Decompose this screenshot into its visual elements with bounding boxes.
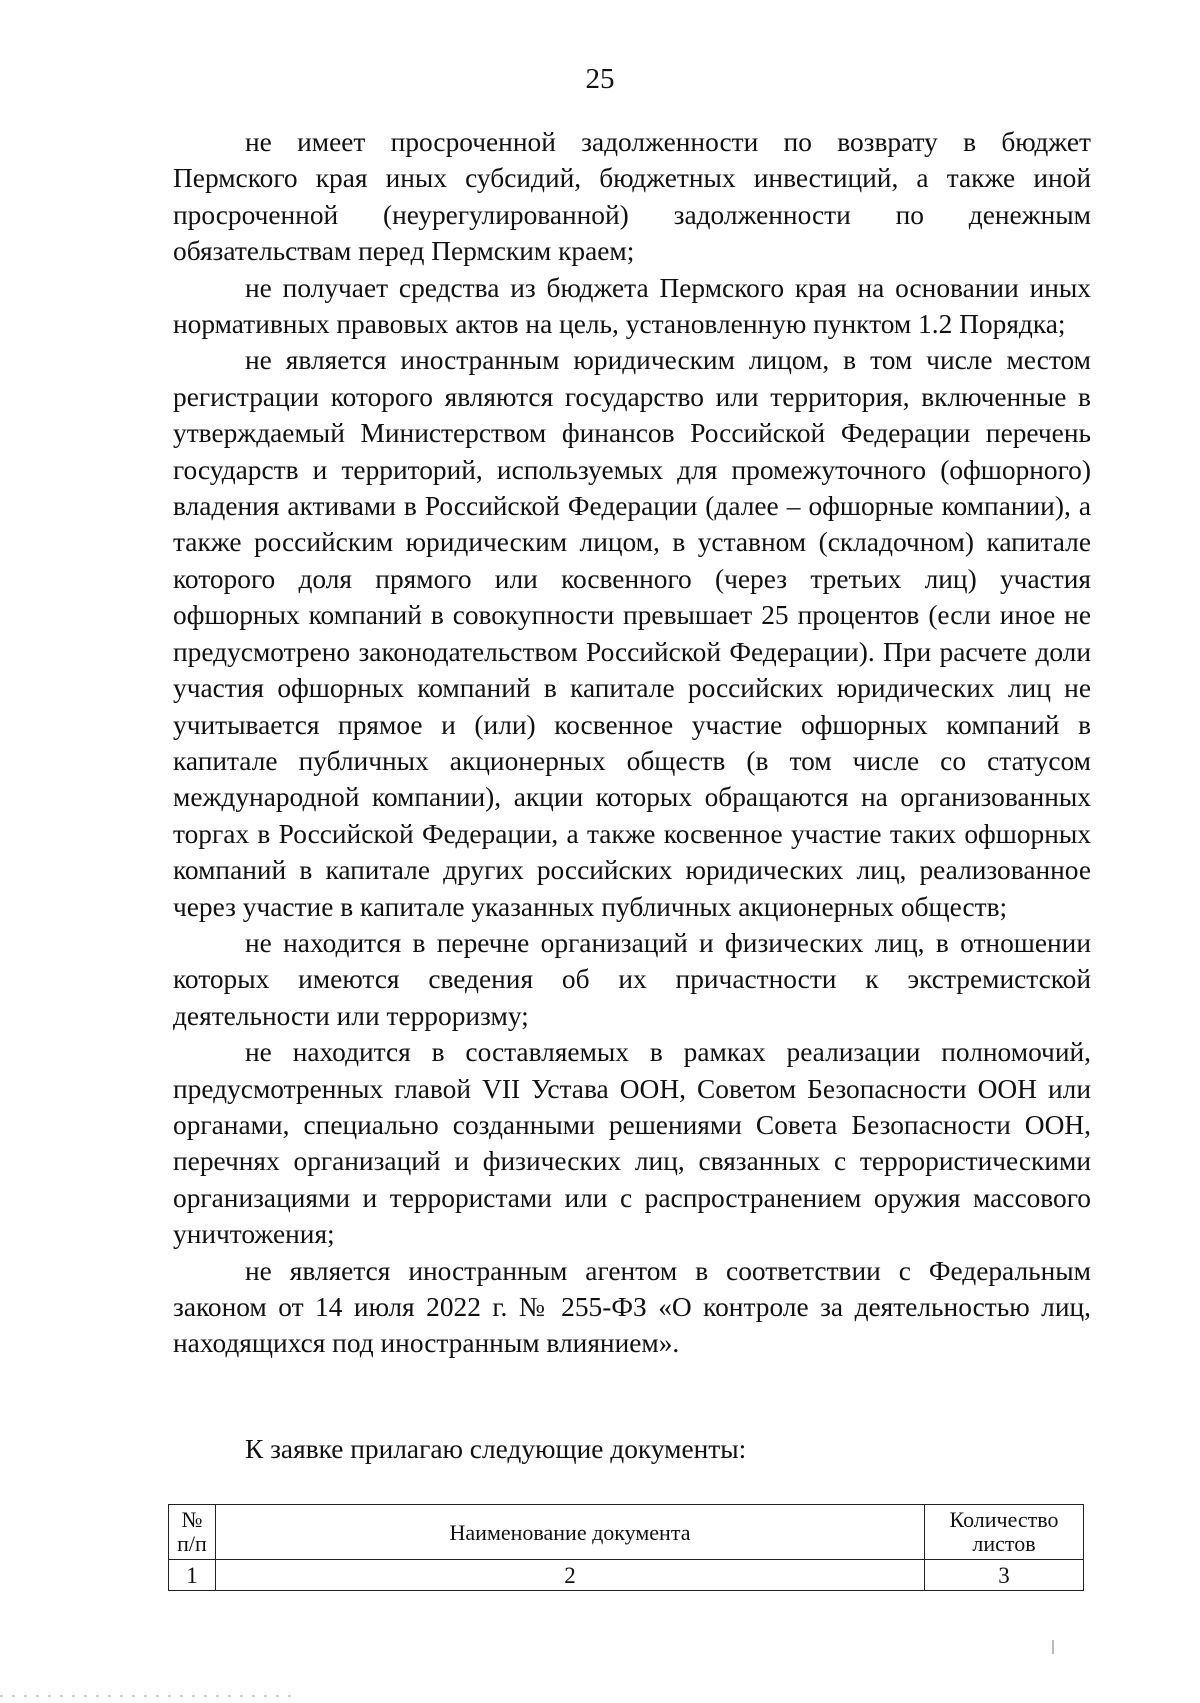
paragraph-not-foreign-entity: не является иностранным юридическим лицом, в том числе местом регистрации которого являются государство или территория, включенные в утверждаемый Министерством финансов Российской Федерации перечень государств и территорий, используемых для промежуточного (офшорного) владения активами в Российской Федерации (далее – офшорные компании), а также российским юридическим лицом, в уставном (складочном) капитале которого доля прямого или косвенного (через третьих лиц) участия офшорных компаний в совокупности превышает 25 процентов (если иное не предусмотрено законодательством Российской Федерации). При расчете доли участия офшорных компаний в капитале российских юридических лиц не учитывается прямое и (или) косвенное участие офшорных компаний в капитале публичных акционерных обществ (в том числе со статусом международной компании), акции которых обращаются на организованных торгах в Российской Федерации, а также косвенное участие таких офшорных компаний в капитале других российских юридических лиц, реализованное через участие в капитале указанных публичных акционерных обществ; (173, 345, 1091, 922)
header-cell-name: Наименование документа (215, 1505, 924, 1560)
column-number-1: 1 (169, 1560, 216, 1591)
documents-table (168, 1504, 1084, 1591)
header-quantity-label: Количество листов (949, 1507, 1059, 1556)
paragraph-not-extremist-list: не находится в перечне организаций и физических лиц, в отношении которых имеются сведения об их причастности к экстремистской деятельности или терроризму; (173, 927, 1091, 1031)
paragraph-no-debt: не имеет просроченной задолженности по возврату в бюджет Пермского края иных субсидий, бюджетных инвестиций, а также иной просроченной (неурегулированной) задолженности по денежным обязательствам перед Пермским краем; (173, 127, 1091, 267)
paragraph-no-other-funds: не получает средства из бюджета Пермского края на основании иных нормативных правовых актов на цель, установленную пунктом 1.2 Порядка; (173, 272, 1091, 340)
column-number-2: 2 (215, 1560, 924, 1591)
scan-artifact-mark (1052, 1640, 1054, 1654)
header-number-label: № п/п (177, 1507, 207, 1556)
column-number-3: 3 (925, 1560, 1084, 1591)
header-cell-number (169, 1505, 216, 1560)
paragraph-not-un-list: не находится в составляемых в рамках реализации полномочий, предусмотренных главой VII Устава ООН, Советом Безопасности ООН или органами, специально созданными решениями Совета Безопасности ООН, перечнях организаций и физических лиц, связанных с террористическими организациями и террористами или с распространением оружия массового уничтожения; (173, 1037, 1091, 1250)
page-number: 25 (585, 63, 615, 95)
header-cell-quantity (925, 1505, 1084, 1560)
scan-artifact-bottom (0, 1695, 300, 1697)
table-header-row (169, 1505, 1084, 1560)
paragraph-not-foreign-agent: не является иностранным агентом в соответствии с Федеральным законом от 14 июля 2022 г. № 255-ФЗ «О контроле за деятельностью лиц, находящихся под иностранным влиянием». (173, 1255, 1091, 1359)
document-body (173, 124, 1091, 1362)
table-row (169, 1560, 1084, 1591)
attachments-intro: К заявке прилагаю следующие документы: (245, 1434, 747, 1464)
